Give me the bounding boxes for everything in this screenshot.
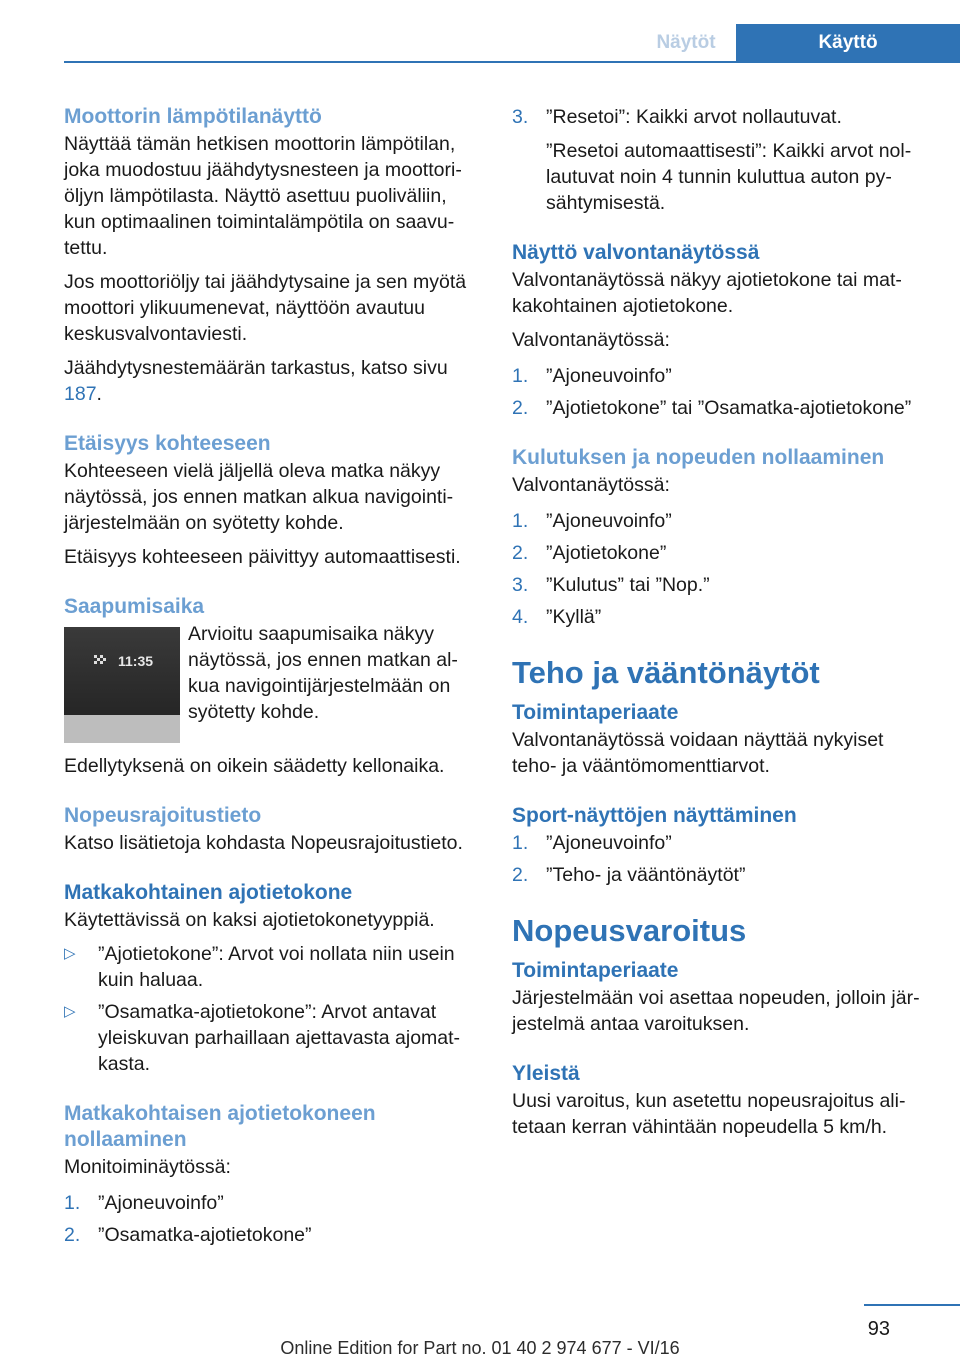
step-number: 2. (512, 864, 529, 886)
list-item (512, 540, 926, 566)
list-item-text: ”Ajoneuvoinfo” (546, 510, 672, 532)
paragraph: Järjestelmään voi asettaa nopeuden, jolloin järjestelmä antaa varoituksen. (512, 987, 920, 1035)
steps-list (512, 508, 926, 630)
right-column (512, 104, 926, 1148)
paragraph: ”Resetoi automaattisesti”: Kaikki arvot nollautuvat noin 4 tunnin kuluttua auton pysähtymisestä. (546, 140, 912, 214)
list-item-text: ”Ajoneuvoinfo” (546, 365, 672, 387)
list-item-text: ”Ajoneuvoinfo” (546, 832, 672, 854)
list-item-text: ”Osamatka-ajotietokone” (98, 1224, 312, 1246)
text-span: . (96, 383, 102, 405)
list-item (512, 508, 926, 534)
paragraph: Arvioitu saapumisaika näkyy näytössä, jos ennen matkan alkua navigointijärjestelmään on syötetty kohde. (188, 623, 458, 723)
paragraph: Käytettävissä on kaksi ajotietokonetyyppiä. (64, 909, 435, 931)
paragraph-coolant-ref (64, 355, 478, 407)
list-item (512, 604, 926, 630)
paragraph: Katso lisätietoja kohdasta Nopeusrajoitustieto. (64, 832, 463, 854)
section-title-trip-computer: Matkakohtainen ajotietokone (64, 881, 353, 904)
list-item-text: ”Teho- ja vääntönäytöt” (546, 864, 746, 886)
paragraph: Etäisyys kohteeseen päivittyy automaattisesti. (64, 546, 461, 568)
step-number: 3. (512, 574, 529, 596)
section-title-principle: Toimintaperiaate (512, 701, 679, 724)
paragraph: Valvontanäytössä näkyy ajotietokone tai matkakohtainen ajotietokone. (512, 269, 902, 317)
section-title-sport-displays: Sport-näyttöjen näyttäminen (512, 804, 797, 827)
arrival-block (64, 621, 478, 743)
step-number: 4. (512, 606, 529, 628)
chapter-title-speed-warning: Nopeusvaroitus (512, 913, 747, 948)
paragraph: Uusi varoitus, kun asetettu nopeusrajoitus alitetaan kerran vähintään nopeudella 5 km/h. (512, 1090, 906, 1138)
left-column (64, 104, 478, 1256)
header-tabs (636, 24, 960, 62)
paragraph: Jos moottoriöljy tai jäähdytysaine ja sen myötä moottori ylikuumenevat, näyttöön avautuu keskusvalvontaviesti. (64, 271, 467, 345)
list-item (64, 941, 478, 993)
triangle-bullet-icon: ▷ (64, 945, 76, 962)
section-title-distance: Etäisyys kohteeseen (64, 432, 271, 455)
list-item (512, 572, 926, 598)
page-number: 93 (867, 1318, 890, 1340)
section-title-arrival: Saapumisaika (64, 595, 205, 618)
list-item-text: ”Resetoi”: Kaikki arvot nollautuvat. (546, 106, 842, 128)
list-item (512, 862, 926, 888)
step-number: 2. (512, 542, 529, 564)
tab-naytot[interactable]: Näytöt (656, 32, 716, 53)
list-item (64, 1222, 478, 1248)
step-number: 1. (64, 1192, 81, 1214)
section-title-monitor-display: Näyttö valvontanäytössä (512, 241, 760, 264)
destination-flag-icon (94, 655, 108, 667)
section-title-engine-temp: Moottorin lämpötilanäyttö (64, 105, 322, 128)
section-title-consumption-reset: Kulutuksen ja nopeuden nollaaminen (512, 446, 885, 469)
step-number: 1. (512, 510, 529, 532)
step-number: 2. (512, 397, 529, 419)
tab-kaytto[interactable]: Käyttö (736, 24, 960, 62)
footer-edition: Online Edition for Part no. 01 40 2 974 677 - VI/16 (280, 1338, 680, 1358)
section-title-speed-limit-info: Nopeusrajoitustieto (64, 804, 262, 827)
step-number: 2. (64, 1224, 81, 1246)
text-span: Jäähdytysnestemäärän tarkastus, katso sivu (64, 357, 448, 379)
list-item (512, 363, 926, 389)
paragraph: Kohteeseen vielä jäljellä oleva matka näkyy näytössä, jos ennen matkan alkua navigointijärjestelmään on syötetty kohde. (64, 460, 454, 534)
chapter-title-power-torque: Teho ja vääntönäytöt (512, 655, 820, 690)
list-item-text: ”Osamatka-ajotietokone”: Arvot antavat yleiskuvan parhaillaan ajettavasta ajomatkasta. (98, 1001, 461, 1075)
steps-list (512, 830, 926, 888)
section-title-general: Yleistä (512, 1062, 580, 1085)
list-item-text: ”Kyllä” (546, 606, 602, 628)
arrival-time-value: 11:35 (118, 653, 154, 669)
bullet-list (64, 941, 478, 1077)
steps-list (512, 104, 926, 130)
steps-list (512, 363, 926, 421)
section-title-principle-2: Toimintaperiaate (512, 959, 679, 982)
section-title-trip-reset: Matkakohtaisen ajotietokoneen nollaaminen (64, 1102, 376, 1151)
list-item (64, 1190, 478, 1216)
step-number: 3. (512, 106, 529, 128)
step-number: 1. (512, 365, 529, 387)
arrival-time-display-image (64, 627, 180, 743)
display-bottom-bar (64, 715, 180, 743)
list-item (64, 999, 478, 1077)
header-rule (64, 61, 960, 63)
step-number: 1. (512, 832, 529, 854)
list-item (512, 104, 926, 130)
paragraph: Näyttää tämän hetkisen moottorin lämpötilan, joka muodostuu jäähdytysnesteen ja moottoriöljyn lämpötilasta. Näyttö asettuu puoliväliin, kun optimaalinen toimintalämpötila on saavutettu. (64, 133, 462, 259)
paragraph: Monitoiminäytössä: (64, 1156, 231, 1178)
list-item-text: ”Ajotietokone” tai ”Osamatka-ajotietokone” (546, 397, 912, 419)
list-item-text: ”Ajotietokone” (546, 542, 667, 564)
footer-rule (864, 1304, 960, 1306)
list-item-text: ”Kulutus” tai ”Nop.” (546, 574, 710, 596)
steps-list (64, 1190, 478, 1248)
list-item (512, 395, 926, 421)
list-item-text: ”Ajotietokone”: Arvot voi nollata niin usein kuin haluaa. (98, 943, 455, 991)
triangle-bullet-icon: ▷ (64, 1003, 76, 1020)
list-item (512, 830, 926, 856)
paragraph: Valvontanäytössä voidaan näyttää nykyiset teho- ja vääntömomenttiarvot. (512, 729, 884, 777)
list-item-text: ”Ajoneuvoinfo” (98, 1192, 224, 1214)
paragraph: Valvontanäytössä: (512, 329, 670, 351)
page-link-187[interactable]: 187 (64, 383, 97, 405)
paragraph: Edellytyksenä on oikein säädetty kellonaika. (64, 755, 445, 777)
paragraph: Valvontanäytössä: (512, 474, 670, 496)
